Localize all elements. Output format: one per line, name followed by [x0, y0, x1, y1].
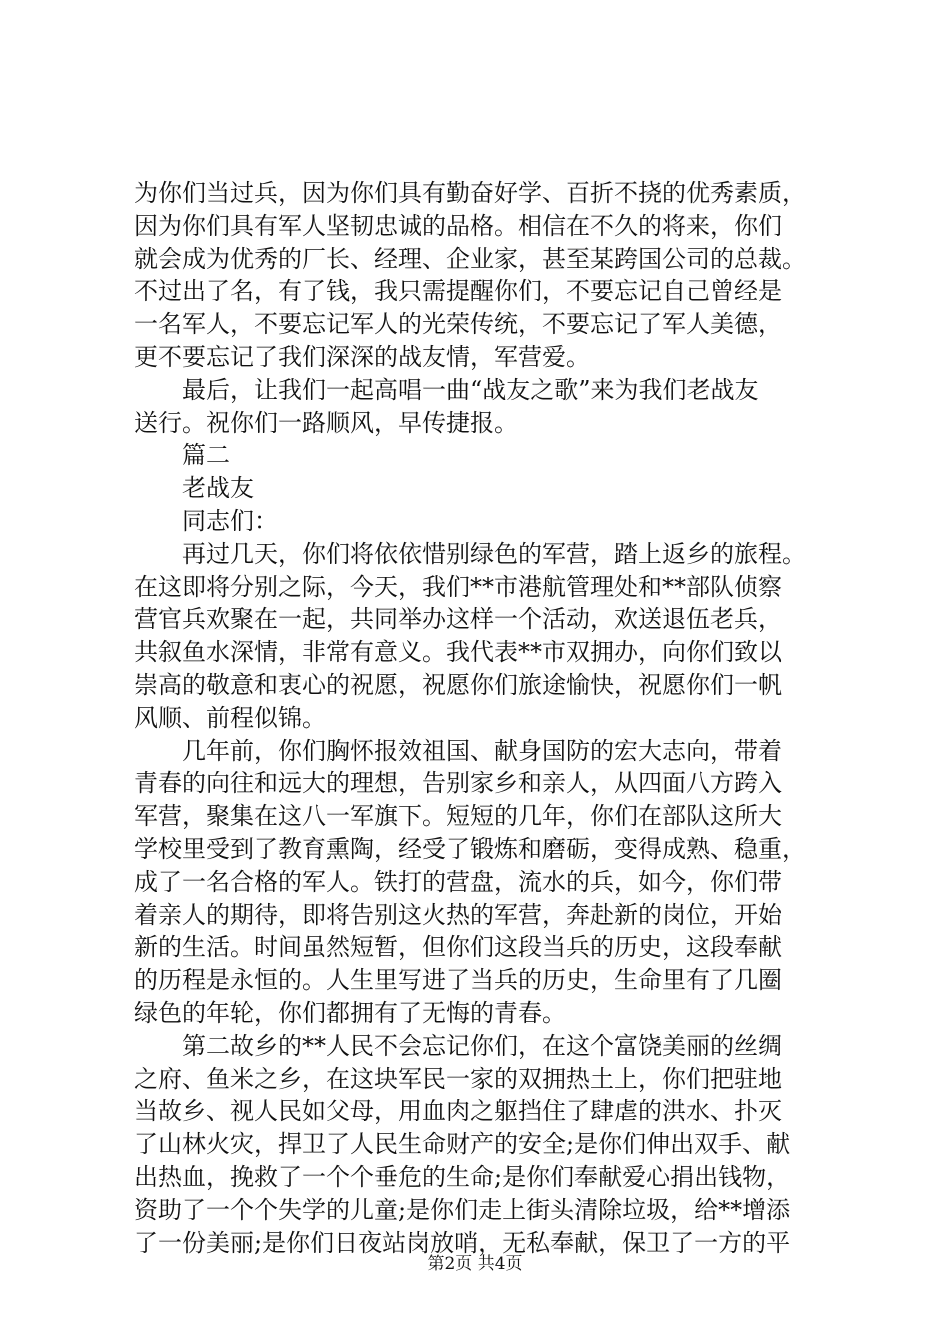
- text-line: 军营，聚集在这八一军旗下。短短的几年，你们在部队这所大: [134, 802, 782, 831]
- text-line: 营官兵欢聚在一起，共同举办这样一个活动，欢送退伍老兵，: [134, 605, 782, 634]
- text-line: 共叙鱼水深情，非常有意义。我代表**市双拥办，向你们致以: [134, 638, 782, 667]
- text-line: 了一份美丽;是你们日夜站岗放哨，无私奉献，保卫了一方的平: [134, 1228, 791, 1257]
- text-line: 因为你们具有军人坚韧忠诚的品格。相信在不久的将来，你们: [134, 211, 782, 240]
- text-line: 送行。祝你们一路顺风，早传捷报。: [134, 408, 518, 437]
- text-line: 几年前，你们胸怀报效祖国、献身国防的宏大志向，带着: [182, 736, 782, 765]
- text-line: 了山林火灾，捍卫了人民生命财产的安全;是你们伸出双手、献: [134, 1130, 791, 1159]
- text-line: 同志们：: [182, 506, 278, 535]
- text-line: 为你们当过兵，因为你们具有勤奋好学、百折不挠的优秀素质，: [134, 179, 806, 207]
- text-line: 风顺、前程似锦。: [134, 703, 326, 732]
- text-line: 最后，让我们一起高唱一曲“战友之歌”来为我们老战友: [182, 375, 759, 404]
- document-body: [134, 177, 834, 1259]
- text-line: 当故乡、视人民如父母，用血肉之躯挡住了肆虐的洪水、扑灭: [134, 1097, 782, 1126]
- text-line: 不过出了名，有了钱，我只需提醒你们，不要忘记自己曾经是: [134, 277, 782, 306]
- text-line: 就会成为优秀的厂长、经理、企业家，甚至某跨国公司的总裁。: [134, 244, 806, 273]
- text-line: 成了一名合格的军人。铁打的营盘，流水的兵，如今，你们带: [134, 867, 782, 896]
- text-line: 一名军人，不要忘记军人的光荣传统，不要忘记了军人美德，: [134, 310, 782, 339]
- text-line: 之府、鱼米之乡，在这块军民一家的双拥热土上，你们把驻地: [134, 1064, 782, 1093]
- text-line: 崇高的敬意和衷心的祝愿，祝愿你们旅途愉快，祝愿你们一帆: [134, 670, 782, 699]
- text-line: 的历程是永恒的。人生里写进了当兵的历史，生命里有了几圈: [134, 966, 782, 995]
- text-line: 第二故乡的**人民不会忘记你们，在这个富饶美丽的丝绸: [182, 1031, 782, 1060]
- text-line: 着亲人的期待，即将告别这火热的军营，奔赴新的岗位，开始: [134, 900, 782, 929]
- text-line: 学校里受到了教育熏陶，经受了锻炼和磨砺，变得成熟、稳重，: [134, 834, 806, 863]
- text-line: 新的生活。时间虽然短暂，但你们这段当兵的历史，这段奉献: [134, 933, 782, 962]
- text-line: 篇二: [182, 441, 230, 470]
- text-line: 在这即将分别之际，今天，我们**市港航管理处和**部队侦察: [134, 572, 782, 601]
- text-line: 更不要忘记了我们深深的战友情，军营爱。: [134, 342, 590, 371]
- text-line: 青春的向往和远大的理想，告别家乡和亲人，从四面八方跨入: [134, 769, 782, 798]
- text-line: 绿色的年轮，你们都拥有了无悔的青春。: [134, 998, 566, 1027]
- text-line: 出热血，挽救了一个个垂危的生命;是你们奉献爱心捐出钱物，: [134, 1162, 791, 1191]
- page-footer: 第2页 共4页: [427, 1254, 523, 1274]
- text-line: 资助了一个个失学的儿童;是你们走上街头清除垃圾，给**增添: [134, 1195, 791, 1224]
- text-line: 老战友: [182, 474, 254, 503]
- text-line: 再过几天，你们将依依惜别绿色的军营，踏上返乡的旅程。: [182, 539, 806, 568]
